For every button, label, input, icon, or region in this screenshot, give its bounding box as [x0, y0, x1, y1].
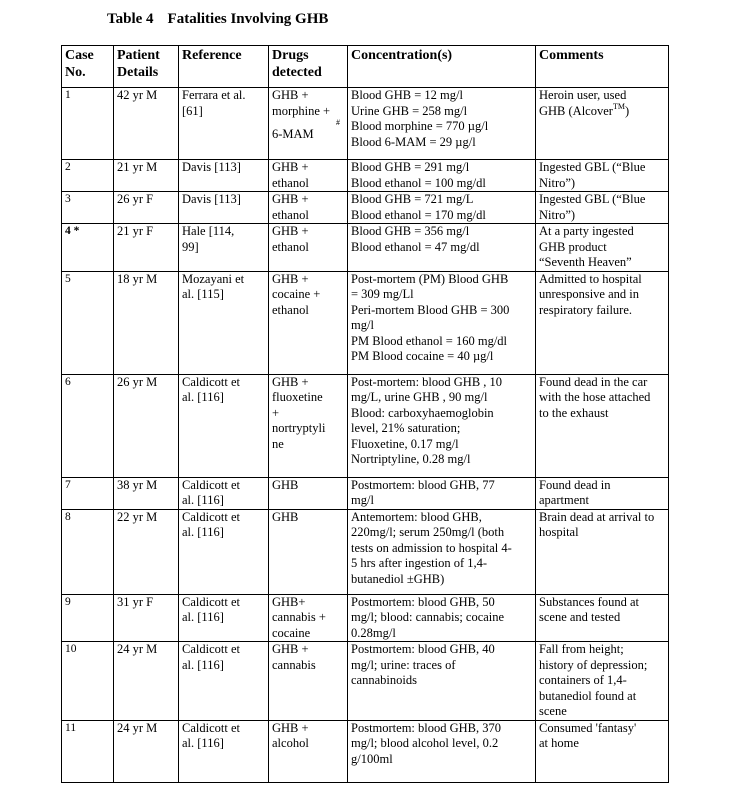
table-label: Table 4 — [107, 11, 154, 27]
concentration-cell-line: 5 hrs after ingestion of 1,4- — [351, 556, 488, 570]
concentration-cell — [348, 720, 536, 782]
comments-cell-line: Nitro”) — [539, 175, 576, 190]
drugs-cell-line: alcohol — [272, 736, 309, 750]
drug-footnote-marker: # — [336, 118, 340, 127]
patient-details-cell: 22 yr M — [114, 509, 179, 594]
reference-cell — [179, 720, 269, 782]
drugs-cell — [269, 224, 348, 272]
comments-cell-line — [539, 101, 665, 121]
concentration-cell-line: Blood morphine = 770 µg/l — [351, 119, 489, 133]
concentration-cell-line: = 309 mg/Ll — [351, 287, 414, 301]
concentration-cell-line: Blood GHB = 356 mg/l — [351, 224, 470, 238]
reference-cell-line: al. [116] — [182, 390, 224, 404]
patient-details-cell: 31 yr F — [114, 594, 179, 642]
concentration-cell-line: Antemortem: blood GHB, — [351, 509, 482, 524]
drugs-cell-line: GHB — [272, 477, 299, 492]
concentration-cell-line: mg/L, urine GHB , 90 mg/l — [351, 390, 488, 404]
concentration-cell — [348, 160, 536, 192]
comments-cell-line: Fall from height; — [539, 642, 624, 656]
drugs-cell-line: morphine + — [272, 103, 331, 118]
header-patient: Patient Details — [114, 46, 179, 88]
reference-cell — [179, 271, 269, 374]
reference-cell-line: Caldicott et — [182, 594, 240, 609]
comment-text: GHB (Alcover — [539, 103, 613, 118]
trademark-mark: TM — [612, 101, 625, 111]
concentration-cell-line: Peri-mortem Blood GHB = 300 — [351, 302, 510, 317]
table-row — [62, 720, 669, 782]
concentration-cell — [348, 224, 536, 272]
comments-cell-line: Nitro”) — [539, 207, 576, 222]
concentration-cell-line: PM Blood ethanol = 160 mg/dl — [351, 333, 508, 348]
comments-cell-line: history of depression; — [539, 657, 648, 672]
concentration-cell-line: Fluoxetine, 0.17 mg/l — [351, 436, 459, 451]
concentration-cell-line: Blood ethanol = 170 mg/dl — [351, 207, 486, 222]
header-concentrations: Concentration(s) — [348, 46, 536, 88]
reference-cell — [179, 374, 269, 477]
concentration-cell-line: Post-mortem: blood GHB , 10 — [351, 374, 503, 389]
patient-details-cell: 26 yr F — [114, 192, 179, 224]
table-row — [62, 594, 669, 642]
comments-cell-line: Consumed 'fantasy' — [539, 720, 637, 735]
concentration-cell-line: PM Blood cocaine = 40 µg/l — [351, 349, 494, 363]
case-number-cell: 1 — [62, 88, 114, 160]
comments-cell-line: containers of 1,4- — [539, 673, 627, 687]
concentration-cell-line: Post-mortem (PM) Blood GHB — [351, 271, 509, 286]
patient-details-cell: 24 yr M — [114, 720, 179, 782]
table-row — [62, 192, 669, 224]
drugs-cell-line: 6-MAM — [272, 127, 314, 141]
concentration-cell-line: Blood GHB = 12 mg/l — [351, 88, 463, 102]
reference-cell-line: Davis [113] — [182, 160, 241, 174]
drugs-cell-line: GHB + — [272, 192, 309, 206]
comments-cell — [536, 374, 669, 477]
drugs-cell-line: cannabis — [272, 657, 316, 672]
table-row — [62, 509, 669, 594]
drugs-cell-line: cocaine — [272, 625, 311, 640]
case-number-cell: 5 — [62, 271, 114, 374]
header-reference: Reference — [179, 46, 269, 88]
patient-details-cell: 18 yr M — [114, 271, 179, 374]
concentration-cell — [348, 271, 536, 374]
patient-details-cell: 26 yr M — [114, 374, 179, 477]
reference-cell — [179, 509, 269, 594]
drugs-cell-line: ethanol — [272, 207, 309, 222]
drugs-cell-line: GHB + — [272, 271, 309, 286]
reference-cell-line: al. [116] — [182, 657, 224, 672]
concentration-cell-line: g/100ml — [351, 751, 393, 766]
comments-cell-line: at home — [539, 736, 579, 750]
case-number-cell: 10 — [62, 642, 114, 721]
comments-cell-line: Substances found at — [539, 594, 639, 609]
fatalities-table — [61, 45, 669, 783]
patient-details-cell: 42 yr M — [114, 88, 179, 160]
reference-cell-line: Hale [114, — [182, 224, 235, 238]
concentration-cell-line: mg/l; blood: cannabis; cocaine — [351, 610, 505, 624]
concentration-cell — [348, 642, 536, 721]
concentration-cell-line: mg/l — [351, 493, 374, 507]
comments-cell-line: “Seventh Heaven” — [539, 255, 632, 269]
reference-cell — [179, 192, 269, 224]
table-row — [62, 642, 669, 721]
reference-cell-line: al. [115] — [182, 287, 224, 301]
concentration-cell-line: Blood 6-MAM = 29 µg/l — [351, 134, 476, 149]
comments-cell — [536, 720, 669, 782]
drugs-cell-line: nortryptyli — [272, 421, 326, 435]
case-number-cell: 6 — [62, 374, 114, 477]
concentration-cell-line: 220mg/l; serum 250mg/l (both — [351, 525, 505, 539]
comment-text: ) — [624, 103, 630, 118]
comments-cell-line: unresponsive and in — [539, 287, 639, 301]
case-number-cell: 3 — [62, 192, 114, 224]
drugs-cell-line: ne — [272, 436, 284, 451]
reference-cell — [179, 477, 269, 509]
comments-cell-line: apartment — [539, 493, 589, 507]
concentration-cell — [348, 192, 536, 224]
comments-cell-line: GHB product — [539, 239, 607, 254]
reference-cell-line: Davis [113] — [182, 192, 241, 206]
reference-cell-line: Caldicott et — [182, 642, 240, 656]
comments-cell-line: with the hose attached — [539, 390, 651, 404]
patient-details-cell: 21 yr F — [114, 224, 179, 272]
drugs-cell-line: GHB + — [272, 224, 309, 238]
case-number-cell: 8 — [62, 509, 114, 594]
patient-details-cell: 24 yr M — [114, 642, 179, 721]
reference-cell-line: Mozayani et — [182, 271, 245, 286]
comments-cell — [536, 271, 669, 374]
comments-cell — [536, 477, 669, 509]
drugs-cell-line: ethanol — [272, 175, 309, 190]
concentration-cell — [348, 374, 536, 477]
concentration-cell-line: Postmortem: blood GHB, 50 — [351, 594, 495, 609]
drugs-cell-line: GHB + — [272, 160, 309, 174]
concentration-cell — [348, 594, 536, 642]
drugs-cell-line: cocaine + — [272, 287, 321, 301]
case-number-cell: 9 — [62, 594, 114, 642]
case-number-cell: 7 — [62, 477, 114, 509]
table-row — [62, 88, 669, 160]
concentration-cell-line: Blood ethanol = 100 mg/dl — [351, 175, 486, 190]
comments-cell-line: respiratory failure. — [539, 302, 633, 317]
comments-cell-line: Ingested GBL (“Blue — [539, 160, 646, 174]
drugs-cell — [269, 192, 348, 224]
patient-details-cell: 21 yr M — [114, 160, 179, 192]
concentration-cell-line: mg/l — [351, 318, 374, 332]
concentration-cell — [348, 509, 536, 594]
comments-cell-line: Found dead in the car — [539, 374, 648, 389]
table-caption: Fatalities Involving GHB — [167, 11, 329, 27]
table-row — [62, 271, 669, 374]
reference-cell-line: al. [116] — [182, 610, 224, 624]
comments-cell — [536, 509, 669, 594]
patient-details-cell: 38 yr M — [114, 477, 179, 509]
drugs-cell — [269, 720, 348, 782]
reference-cell-line: al. [116] — [182, 525, 224, 539]
case-number-cell: 2 — [62, 160, 114, 192]
concentration-cell-line: Blood GHB = 721 mg/L — [351, 192, 474, 206]
concentration-cell-line: Blood ethanol = 47 mg/dl — [351, 239, 480, 254]
concentration-cell-line: level, 21% saturation; — [351, 421, 461, 435]
drugs-cell-line: cannabis + — [272, 610, 326, 624]
concentration-cell-line: Blood GHB = 291 mg/l — [351, 160, 470, 174]
case-number-cell: 4 * — [62, 224, 114, 272]
concentration-cell-line: Nortriptyline, 0.28 mg/l — [351, 452, 471, 466]
reference-cell — [179, 160, 269, 192]
comments-cell — [536, 160, 669, 192]
comments-cell-line: hospital — [539, 525, 579, 539]
table-row — [62, 374, 669, 477]
comments-cell — [536, 594, 669, 642]
drugs-cell — [269, 477, 348, 509]
reference-cell-line: 99] — [182, 239, 199, 254]
concentration-cell-line: 0.28mg/l — [351, 625, 396, 640]
reference-cell-line: Caldicott et — [182, 477, 240, 492]
reference-cell — [179, 594, 269, 642]
concentration-cell-line: cannabinoids — [351, 673, 417, 687]
concentration-cell-line: mg/l; blood alcohol level, 0.2 — [351, 736, 499, 750]
comments-cell — [536, 224, 669, 272]
reference-cell-line: Ferrara et al. — [182, 88, 246, 102]
header-row — [62, 46, 669, 88]
drugs-cell — [269, 594, 348, 642]
table-row — [62, 224, 669, 272]
drugs-cell — [269, 88, 348, 160]
table-title — [107, 11, 328, 28]
reference-cell — [179, 642, 269, 721]
comments-cell-line: Ingested GBL (“Blue — [539, 192, 646, 206]
comments-cell-line: scene — [539, 704, 567, 718]
header-drugs: Drugs detected — [269, 46, 348, 88]
drugs-cell-line: GHB + — [272, 642, 309, 656]
drugs-cell — [269, 160, 348, 192]
comments-cell-line: to the exhaust — [539, 405, 609, 420]
concentration-cell-line: Urine GHB = 258 mg/l — [351, 103, 468, 118]
drugs-cell-line: ethanol — [272, 239, 309, 254]
drugs-cell-line: ethanol — [272, 302, 309, 317]
concentration-cell-line: Postmortem: blood GHB, 40 — [351, 642, 495, 656]
reference-cell — [179, 224, 269, 272]
reference-cell — [179, 88, 269, 160]
drugs-cell — [269, 509, 348, 594]
case-number-cell: 11 — [62, 720, 114, 782]
reference-cell-line: Caldicott et — [182, 720, 240, 735]
concentration-cell-line: Postmortem: blood GHB, 77 — [351, 477, 495, 492]
comments-cell-line: Heroin user, used — [539, 88, 627, 102]
drugs-cell-line: fluoxetine — [272, 390, 323, 404]
reference-cell-line: Caldicott et — [182, 509, 240, 524]
drugs-cell-line: GHB + — [272, 88, 309, 102]
drugs-cell-line: GHB+ — [272, 594, 306, 609]
comments-cell-line: Brain dead at arrival to — [539, 509, 655, 524]
comments-cell-line: Found dead in — [539, 477, 611, 492]
concentration-cell — [348, 88, 536, 160]
comments-cell-line: Admitted to hospital — [539, 271, 642, 286]
table-row — [62, 160, 669, 192]
reference-cell-line: [61] — [182, 103, 203, 118]
drugs-cell — [269, 374, 348, 477]
comments-cell-line: scene and tested — [539, 610, 621, 624]
concentration-cell-line: tests on admission to hospital 4- — [351, 540, 512, 555]
reference-cell-line: al. [116] — [182, 736, 224, 750]
comments-cell — [536, 192, 669, 224]
comments-cell-line: butanediol found at — [539, 688, 637, 703]
header-comments: Comments — [536, 46, 669, 88]
header-case: Case No. — [62, 46, 114, 88]
drugs-cell — [269, 642, 348, 721]
table-row — [62, 477, 669, 509]
drugs-cell-line: + — [272, 405, 280, 420]
drugs-cell-line: GHB — [272, 509, 299, 524]
concentration-cell — [348, 477, 536, 509]
concentration-cell-line: Blood: carboxyhaemoglobin — [351, 405, 494, 420]
concentration-cell-line: butanediol ±GHB) — [351, 571, 445, 586]
comments-cell-line: At a party ingested — [539, 224, 634, 238]
drugs-cell — [269, 271, 348, 374]
comments-cell — [536, 88, 669, 160]
drugs-cell-line: GHB + — [272, 720, 309, 735]
reference-cell-line: Caldicott et — [182, 374, 240, 389]
drugs-cell-line: GHB + — [272, 374, 309, 389]
comments-cell — [536, 642, 669, 721]
concentration-cell-line: Postmortem: blood GHB, 370 — [351, 720, 502, 735]
concentration-cell-line: mg/l; urine: traces of — [351, 657, 456, 672]
reference-cell-line: al. [116] — [182, 493, 224, 507]
